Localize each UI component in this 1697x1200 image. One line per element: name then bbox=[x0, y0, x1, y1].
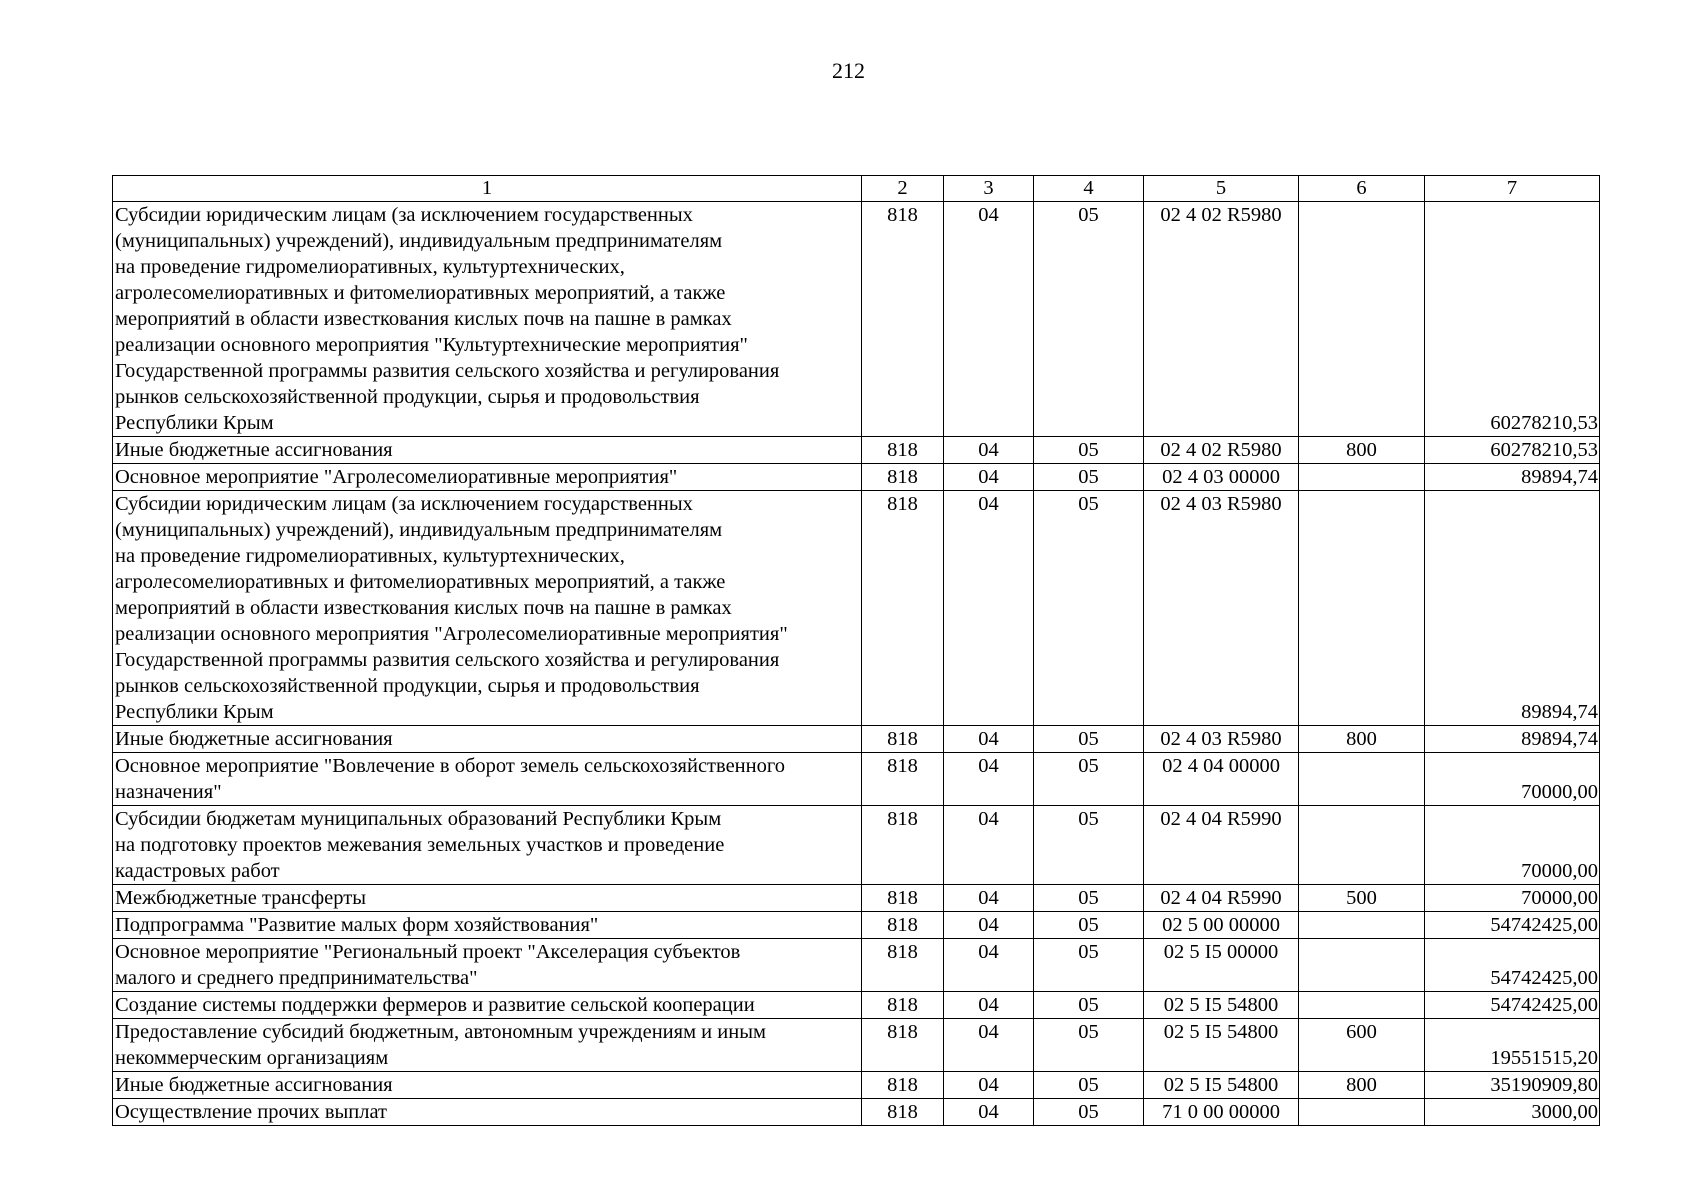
row-sum-cell: 60278210,53 bbox=[1425, 202, 1600, 437]
row-cell-4: 05 bbox=[1034, 437, 1144, 464]
header-cell-7: 7 bbox=[1425, 176, 1600, 202]
row-cell-3: 04 bbox=[944, 202, 1034, 437]
row-cell-4: 05 bbox=[1034, 806, 1144, 885]
row-cell-6 bbox=[1299, 202, 1425, 437]
row-name-cell: Основное мероприятие "Вовлечение в оборот земель сельскохозяйственного назначения" bbox=[113, 753, 862, 806]
row-cell-5: 02 4 03 R5980 bbox=[1144, 491, 1299, 726]
row-name-cell: Подпрограмма "Развитие малых форм хозяйствования" bbox=[113, 912, 862, 939]
row-cell-5: 02 4 02 R5980 bbox=[1144, 437, 1299, 464]
table-row bbox=[113, 437, 1600, 464]
table-row bbox=[113, 885, 1600, 912]
table-row bbox=[113, 202, 1600, 437]
row-cell-5: 02 4 04 R5990 bbox=[1144, 885, 1299, 912]
row-name-cell: Субсидии юридическим лицам (за исключением государственных (муниципальных) учреждений), индивидуальным предпринимателям на проведение гидромелиоративных, культуртехнических, агролесомелиоративных и фитомелиоративных мероприятий, а также мероприятий в области известкования кислых почв на пашне в рамках реализации основного мероприятия "Культуртехнические мероприятия" Государственной программы развития сельского хозяйства и регулирования рынков сельскохозяйственной продукции, сырья и продовольствия Республики Крым bbox=[113, 202, 862, 437]
row-cell-2: 818 bbox=[862, 885, 944, 912]
row-cell-3: 04 bbox=[944, 939, 1034, 992]
row-cell-2: 818 bbox=[862, 437, 944, 464]
table-header bbox=[113, 176, 1600, 202]
row-sum-cell: 54742425,00 bbox=[1425, 992, 1600, 1019]
row-cell-6 bbox=[1299, 1099, 1425, 1126]
row-name-cell: Основное мероприятие "Региональный проект "Акселерация субъектов малого и среднего предпринимательства" bbox=[113, 939, 862, 992]
row-name-cell: Осуществление прочих выплат bbox=[113, 1099, 862, 1126]
table-row bbox=[113, 753, 1600, 806]
table-row bbox=[113, 726, 1600, 753]
row-cell-3: 04 bbox=[944, 464, 1034, 491]
row-sum-cell: 89894,74 bbox=[1425, 491, 1600, 726]
row-cell-6 bbox=[1299, 992, 1425, 1019]
header-cell-2: 2 bbox=[862, 176, 944, 202]
table-row bbox=[113, 939, 1600, 992]
budget-table bbox=[112, 175, 1600, 1126]
table-row bbox=[113, 491, 1600, 726]
table-row bbox=[113, 1019, 1600, 1072]
row-cell-6 bbox=[1299, 753, 1425, 806]
table-row bbox=[113, 912, 1600, 939]
table-body bbox=[113, 202, 1600, 1126]
row-sum-cell: 35190909,80 bbox=[1425, 1072, 1600, 1099]
row-cell-6: 500 bbox=[1299, 885, 1425, 912]
row-name-cell: Основное мероприятие "Агролесомелиоративные мероприятия" bbox=[113, 464, 862, 491]
row-cell-4: 05 bbox=[1034, 1072, 1144, 1099]
row-cell-2: 818 bbox=[862, 1072, 944, 1099]
table-row bbox=[113, 992, 1600, 1019]
row-cell-2: 818 bbox=[862, 1099, 944, 1126]
row-cell-2: 818 bbox=[862, 726, 944, 753]
row-cell-4: 05 bbox=[1034, 464, 1144, 491]
row-cell-2: 818 bbox=[862, 491, 944, 726]
row-cell-5: 02 5 I5 00000 bbox=[1144, 939, 1299, 992]
row-name-cell: Субсидии юридическим лицам (за исключением государственных (муниципальных) учреждений), индивидуальным предпринимателям на проведение гидромелиоративных, культуртехнических, агролесомелиоративных и фитомелиоративных мероприятий, а также мероприятий в области известкования кислых почв на пашне в рамках реализации основного мероприятия "Агролесомелиоративные мероприятия" Государственной программы развития сельского хозяйства и регулирования рынков сельскохозяйственной продукции, сырья и продовольствия Республики Крым bbox=[113, 491, 862, 726]
row-cell-2: 818 bbox=[862, 992, 944, 1019]
row-cell-6 bbox=[1299, 464, 1425, 491]
row-cell-2: 818 bbox=[862, 202, 944, 437]
row-cell-3: 04 bbox=[944, 885, 1034, 912]
row-name-cell: Межбюджетные трансферты bbox=[113, 885, 862, 912]
row-cell-4: 05 bbox=[1034, 726, 1144, 753]
row-cell-3: 04 bbox=[944, 806, 1034, 885]
row-cell-6: 800 bbox=[1299, 1072, 1425, 1099]
row-name-cell: Предоставление субсидий бюджетным, автономным учреждениям и иным некоммерческим организациям bbox=[113, 1019, 862, 1072]
row-cell-3: 04 bbox=[944, 1019, 1034, 1072]
row-cell-2: 818 bbox=[862, 912, 944, 939]
page-number: 212 bbox=[832, 58, 865, 83]
row-name-cell: Иные бюджетные ассигнования bbox=[113, 437, 862, 464]
row-name-cell: Иные бюджетные ассигнования bbox=[113, 726, 862, 753]
row-cell-5: 02 5 I5 54800 bbox=[1144, 1072, 1299, 1099]
row-cell-3: 04 bbox=[944, 753, 1034, 806]
row-cell-3: 04 bbox=[944, 1072, 1034, 1099]
row-sum-cell: 70000,00 bbox=[1425, 806, 1600, 885]
row-sum-cell: 70000,00 bbox=[1425, 753, 1600, 806]
row-cell-5: 02 4 03 00000 bbox=[1144, 464, 1299, 491]
row-cell-4: 05 bbox=[1034, 491, 1144, 726]
row-cell-6 bbox=[1299, 806, 1425, 885]
row-cell-5: 71 0 00 00000 bbox=[1144, 1099, 1299, 1126]
row-cell-3: 04 bbox=[944, 491, 1034, 726]
row-cell-5: 02 4 04 R5990 bbox=[1144, 806, 1299, 885]
row-name-cell: Создание системы поддержки фермеров и развитие сельской кооперации bbox=[113, 992, 862, 1019]
table-row bbox=[113, 464, 1600, 491]
row-cell-5: 02 5 I5 54800 bbox=[1144, 992, 1299, 1019]
row-name-cell: Иные бюджетные ассигнования bbox=[113, 1072, 862, 1099]
row-cell-2: 818 bbox=[862, 806, 944, 885]
row-cell-5: 02 4 02 R5980 bbox=[1144, 202, 1299, 437]
row-sum-cell: 89894,74 bbox=[1425, 726, 1600, 753]
row-cell-6: 600 bbox=[1299, 1019, 1425, 1072]
header-cell-1: 1 bbox=[113, 176, 862, 202]
row-cell-6 bbox=[1299, 912, 1425, 939]
row-cell-4: 05 bbox=[1034, 885, 1144, 912]
row-cell-5: 02 5 00 00000 bbox=[1144, 912, 1299, 939]
row-cell-3: 04 bbox=[944, 912, 1034, 939]
row-cell-4: 05 bbox=[1034, 753, 1144, 806]
table-row bbox=[113, 1099, 1600, 1126]
table-header-row bbox=[113, 176, 1600, 202]
row-cell-6 bbox=[1299, 939, 1425, 992]
row-sum-cell: 54742425,00 bbox=[1425, 939, 1600, 992]
row-sum-cell: 3000,00 bbox=[1425, 1099, 1600, 1126]
row-cell-2: 818 bbox=[862, 753, 944, 806]
row-cell-6: 800 bbox=[1299, 437, 1425, 464]
row-cell-2: 818 bbox=[862, 1019, 944, 1072]
row-cell-3: 04 bbox=[944, 992, 1034, 1019]
table-row bbox=[113, 806, 1600, 885]
row-cell-5: 02 5 I5 54800 bbox=[1144, 1019, 1299, 1072]
row-cell-4: 05 bbox=[1034, 202, 1144, 437]
row-name-cell: Субсидии бюджетам муниципальных образований Республики Крым на подготовку проектов межевания земельных участков и проведение кадастровых работ bbox=[113, 806, 862, 885]
row-cell-4: 05 bbox=[1034, 939, 1144, 992]
row-cell-2: 818 bbox=[862, 464, 944, 491]
row-sum-cell: 70000,00 bbox=[1425, 885, 1600, 912]
row-cell-5: 02 4 04 00000 bbox=[1144, 753, 1299, 806]
row-cell-4: 05 bbox=[1034, 1019, 1144, 1072]
row-sum-cell: 54742425,00 bbox=[1425, 912, 1600, 939]
header-cell-3: 3 bbox=[944, 176, 1034, 202]
row-sum-cell: 60278210,53 bbox=[1425, 437, 1600, 464]
row-cell-5: 02 4 03 R5980 bbox=[1144, 726, 1299, 753]
row-cell-2: 818 bbox=[862, 939, 944, 992]
row-cell-3: 04 bbox=[944, 437, 1034, 464]
row-cell-4: 05 bbox=[1034, 1099, 1144, 1126]
header-cell-6: 6 bbox=[1299, 176, 1425, 202]
row-cell-3: 04 bbox=[944, 1099, 1034, 1126]
header-cell-4: 4 bbox=[1034, 176, 1144, 202]
header-cell-5: 5 bbox=[1144, 176, 1299, 202]
row-sum-cell: 19551515,20 bbox=[1425, 1019, 1600, 1072]
row-cell-6 bbox=[1299, 491, 1425, 726]
row-cell-6: 800 bbox=[1299, 726, 1425, 753]
row-cell-3: 04 bbox=[944, 726, 1034, 753]
row-cell-4: 05 bbox=[1034, 992, 1144, 1019]
row-sum-cell: 89894,74 bbox=[1425, 464, 1600, 491]
row-cell-4: 05 bbox=[1034, 912, 1144, 939]
table-row bbox=[113, 1072, 1600, 1099]
